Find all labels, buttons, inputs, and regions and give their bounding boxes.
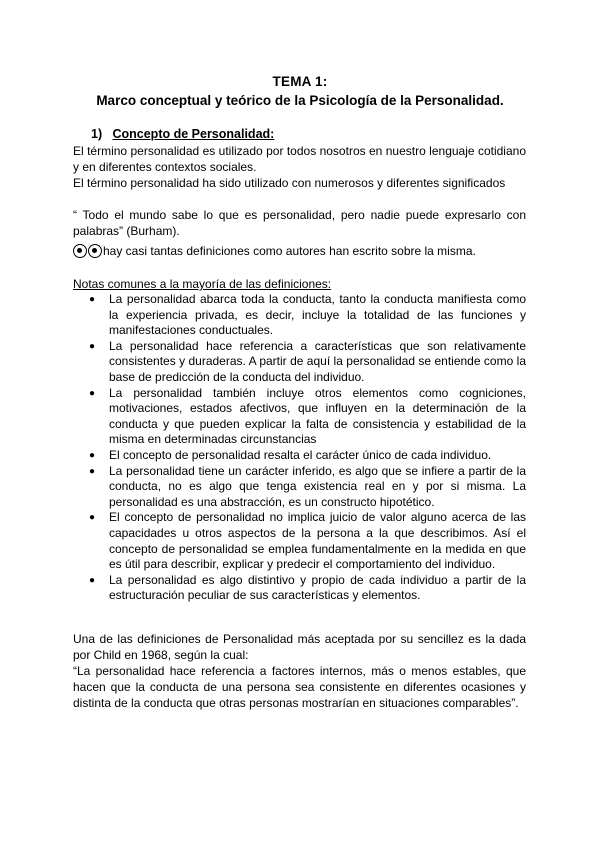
section-heading	[91, 127, 274, 141]
bullet-icon: ●	[89, 340, 96, 352]
section-title: Concepto de Personalidad:	[112, 127, 275, 141]
smiley-icon	[88, 244, 102, 258]
list-item	[73, 339, 526, 386]
child-quote: “La personalidad hace referencia a factores internos, más o menos estables, que hacen que la conducta de una persona sea consistente en diferentes ocasiones y distinta de la conducta que otras personas mostrarían en situaciones comparables”.	[73, 664, 526, 710]
list-item	[73, 573, 526, 604]
list-item	[73, 292, 526, 339]
notes-list	[73, 292, 526, 604]
notes-heading: Notas comunes a la mayoría de las definiciones:	[73, 277, 332, 291]
section-number: 1)	[91, 127, 103, 141]
bullet-icon: ●	[89, 574, 96, 586]
list-item	[73, 448, 526, 464]
list-item-text: La personalidad tiene un carácter inferido, es algo que se infiere a partir de la conducta, no es algo que tenga existencia real en y por si misma. La personalidad es una abstracción, es un constructo hipotético.	[109, 463, 526, 509]
list-item	[73, 464, 526, 511]
emoji-line-text: hay casi tantas definiciones como autores han escrito sobre la misma.	[103, 244, 476, 258]
bullet-icon: ●	[89, 294, 96, 305]
list-item-text: La personalidad hace referencia a características que son relativamente consistentes y duraderas. A partir de aquí la personalidad se entiende como la base de predicción de la conducta del individuo.	[109, 338, 526, 384]
list-item-text: El concepto de personalidad resalta el carácter único de cada individuo.	[109, 447, 492, 462]
list-item-text: La personalidad abarca toda la conducta, tanto la conducta manifiesta como la experiencia privada, es decir, incluye la totalidad de las funciones y manifestaciones conductuales.	[109, 292, 526, 338]
list-item	[73, 510, 526, 572]
emoji-line	[73, 243, 526, 259]
document-title: TEMA 1:	[272, 74, 328, 89]
bullet-icon: ●	[89, 512, 96, 524]
list-item-text: El concepto de personalidad no implica juicio de valor alguno acerca de las capacidades u otros aspectos de la persona a la que describimos. Así el concepto de personalidad se emplea fundamentalmente en la medida en que es útil para describir, explicar y predecir el comportamiento del individuo.	[109, 510, 526, 572]
list-item-text: La personalidad también incluye otros elementos como cogniciones, motivaciones, estados afectivos, que influyen en la determinación de la conducta y que pueden explicar la falta de consistencia y estabilidad de la misma en determinadas circunstancias	[109, 385, 526, 447]
document-subtitle: Marco conceptual y teórico de la Psicología de la Personalidad.	[96, 93, 504, 108]
bullet-icon: ●	[89, 449, 96, 461]
list-item-text: La personalidad es algo distintivo y propio de cada individuo a partir de la estructuración peculiar de sus características y elementos.	[109, 572, 526, 603]
intro-line-2: El término personalidad ha sido utilizado con numerosos y diferentes significados	[73, 176, 506, 190]
intro-paragraph: El término personalidad es utilizado por todos nosotros en nuestro lenguaje cotidiano y en diferentes contextos sociales.	[73, 144, 526, 174]
list-item	[73, 386, 526, 448]
smiley-icon	[73, 244, 87, 258]
bullet-icon: ●	[89, 465, 96, 477]
child-paragraph: Una de las definiciones de Personalidad más aceptada por su sencillez es la dada por Child en 1968, según la cual:	[73, 632, 526, 662]
bullet-icon: ●	[89, 387, 96, 399]
burham-quote: “ Todo el mundo sabe lo que es personalidad, pero nadie puede expresarlo con palabras” (Burham).	[73, 208, 526, 238]
